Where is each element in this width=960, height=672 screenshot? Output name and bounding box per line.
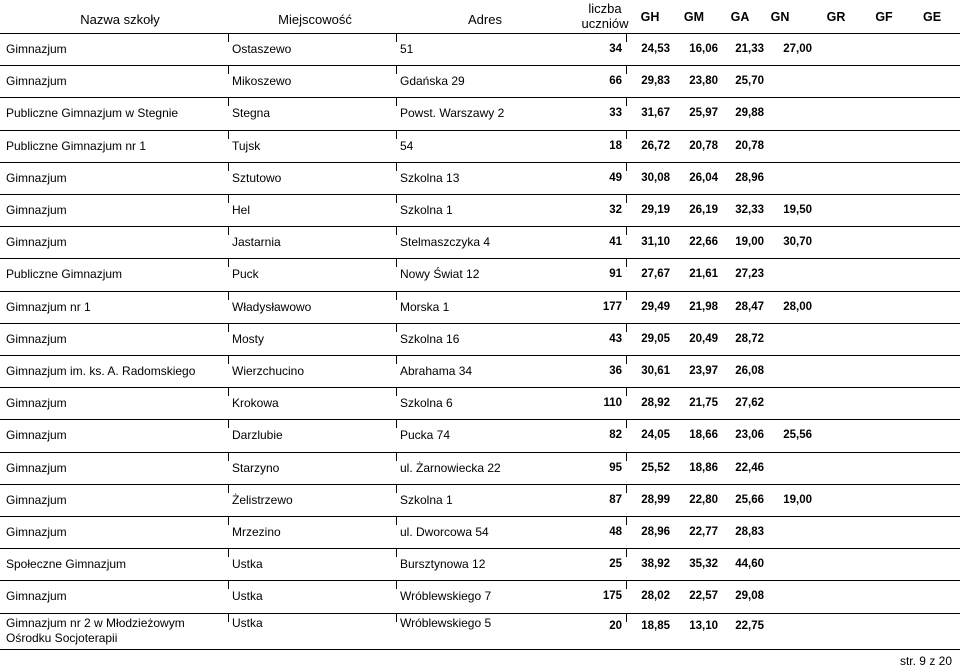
column-divider [396, 453, 397, 461]
score-ga: 29,88 [735, 107, 764, 120]
score-gh: 31,10 [641, 236, 670, 249]
address: Bursztynowa 12 [400, 557, 486, 572]
header-address: Adres [468, 12, 502, 27]
score-gm: 22,66 [689, 236, 718, 249]
score-ga: 21,33 [735, 43, 764, 55]
city: Darzlubie [232, 428, 283, 443]
score-gm: 18,86 [689, 461, 718, 474]
table-bottom-line [0, 649, 960, 650]
table-row [0, 387, 960, 419]
score-gn: 30,70 [783, 236, 812, 249]
column-divider [228, 517, 229, 525]
table-row [0, 226, 960, 258]
school-name: Gimnazjum [6, 589, 67, 604]
score-ga: 25,70 [735, 75, 764, 88]
table-row [0, 548, 960, 580]
column-divider [396, 195, 397, 203]
score-ga: 32,33 [735, 204, 764, 216]
score-gh: 30,08 [641, 171, 670, 184]
city: Wierzchucino [232, 364, 305, 378]
table-row [0, 419, 960, 451]
table-row [0, 323, 960, 355]
column-divider [626, 388, 627, 396]
column-divider [396, 259, 397, 267]
row-divider [0, 419, 960, 420]
column-divider [396, 485, 397, 493]
column-divider [626, 163, 627, 171]
students-count: 18 [609, 139, 622, 152]
students-count: 41 [609, 236, 622, 249]
header-gm: GM [683, 10, 705, 24]
score-gh: 29,83 [641, 75, 670, 88]
school-name: Gimnazjum [6, 428, 67, 443]
students-count: 95 [609, 461, 622, 474]
score-gh: 27,67 [641, 268, 670, 281]
score-gm: 21,61 [689, 268, 718, 281]
score-gh: 26,72 [641, 139, 670, 152]
row-divider [0, 162, 960, 163]
score-gn: 19,50 [783, 204, 812, 216]
address: Gdańska 29 [400, 74, 465, 89]
header-gr: GR [826, 10, 846, 24]
address: Stelmaszczyka 4 [400, 235, 491, 250]
header-students-line2: uczniów [581, 16, 629, 31]
column-divider [228, 388, 229, 396]
column-divider [396, 292, 397, 300]
header-school: Nazwa szkoły [80, 12, 160, 27]
city: Jastarnia [232, 235, 281, 250]
address: Wróblewskiego 7 [400, 589, 492, 604]
score-gh: 25,52 [641, 461, 670, 474]
score-ga: 19,00 [735, 236, 764, 249]
column-divider [228, 34, 229, 42]
column-divider [626, 34, 627, 42]
students-count: 48 [609, 526, 622, 538]
column-divider [228, 98, 229, 106]
column-divider [396, 517, 397, 525]
column-divider [396, 581, 397, 589]
school-name: Gimnazjum nr 1 [6, 299, 91, 314]
score-gh: 38,92 [641, 558, 670, 571]
header-ga: GA [730, 10, 750, 24]
score-gm: 20,49 [689, 332, 718, 345]
table-row [0, 291, 960, 323]
school-name: Publiczne Gimnazjum [6, 267, 123, 282]
column-divider [228, 420, 229, 428]
table-row [0, 484, 960, 516]
address: Szkolna 16 [400, 331, 460, 346]
score-gn: 25,56 [783, 429, 812, 442]
row-divider [0, 226, 960, 227]
city: Mosty [232, 331, 265, 346]
score-ga: 26,08 [735, 365, 764, 377]
table-row [0, 65, 960, 97]
score-ga: 27,23 [735, 268, 764, 281]
address: Nowy Świat 12 [400, 267, 480, 282]
city: Ustka [232, 557, 263, 572]
students-count: 110 [603, 397, 622, 410]
city: Ustka [232, 589, 263, 604]
column-divider [626, 324, 627, 332]
column-divider [396, 549, 397, 557]
table-row [0, 452, 960, 484]
header-city: Miejscowość [278, 12, 352, 27]
header-students-line1: liczba [588, 1, 622, 16]
address: Wróblewskiego 5 [400, 615, 492, 630]
city: Żelistrzewo [232, 492, 293, 507]
address: ul. Dworcowa 54 [400, 525, 489, 539]
city: Ustka [232, 615, 263, 630]
score-gh: 28,96 [641, 526, 670, 538]
column-divider [396, 324, 397, 332]
column-divider [396, 163, 397, 171]
score-gh: 24,05 [641, 429, 670, 442]
students-count: 20 [609, 619, 622, 632]
school-name: Gimnazjum [6, 42, 67, 56]
column-divider [626, 614, 627, 622]
city: Mikoszewo [232, 74, 292, 89]
column-divider [626, 549, 627, 557]
address: 54 [400, 138, 414, 153]
students-count: 33 [609, 107, 622, 120]
row-divider [0, 33, 960, 34]
students-count: 66 [609, 75, 622, 88]
score-gm: 21,75 [689, 397, 718, 410]
header-ge: GE [922, 10, 942, 24]
table-row [0, 258, 960, 290]
students-count: 36 [609, 365, 622, 377]
header-gf: GF [875, 10, 893, 24]
table-row [0, 162, 960, 194]
school-name: Gimnazjum im. ks. A. Radomskiego [6, 364, 196, 378]
students-count: 177 [602, 300, 622, 313]
school-name: Gimnazjum [6, 235, 67, 250]
address: Pucka 74 [400, 428, 451, 443]
score-gh: 24,53 [641, 43, 670, 55]
column-divider [626, 420, 627, 428]
column-divider [396, 131, 397, 139]
row-divider [0, 258, 960, 259]
row-divider [0, 613, 960, 614]
column-divider [396, 388, 397, 396]
score-gh: 30,61 [641, 365, 670, 377]
row-divider [0, 65, 960, 66]
column-divider [626, 259, 627, 267]
score-gm: 22,80 [689, 493, 718, 506]
column-divider [626, 227, 627, 235]
column-divider [228, 485, 229, 493]
score-gh: 28,02 [641, 590, 670, 603]
header-gn: GN [770, 10, 790, 24]
address: Szkolna 13 [400, 170, 460, 185]
table-row [0, 33, 960, 65]
city: Sztutowo [232, 170, 282, 185]
score-gm: 16,06 [689, 43, 718, 55]
row-divider [0, 97, 960, 98]
city: Stegna [232, 106, 271, 121]
city: Mrzezino [232, 525, 281, 539]
school-name: Gimnazjum [6, 170, 67, 185]
score-ga: 22,46 [735, 461, 764, 474]
score-gn: 19,00 [783, 493, 812, 506]
column-divider [228, 163, 229, 171]
column-divider [626, 485, 627, 493]
address: 51 [400, 42, 414, 56]
address: ul. Żarnowiecka 22 [400, 460, 501, 475]
score-gm: 26,19 [689, 204, 718, 216]
column-divider [396, 98, 397, 106]
page-number: str. 9 z 20 [899, 654, 952, 668]
score-gh: 29,19 [641, 204, 670, 216]
score-gm: 25,97 [689, 107, 718, 120]
score-gh: 29,05 [641, 332, 670, 345]
row-divider [0, 130, 960, 131]
row-divider [0, 452, 960, 453]
city: Krokowa [232, 396, 279, 411]
column-divider [228, 614, 229, 622]
table-row [0, 355, 960, 387]
column-divider [228, 581, 229, 589]
column-divider [228, 259, 229, 267]
column-divider [396, 66, 397, 74]
school-name: Gimnazjum [6, 492, 67, 507]
table-row [0, 130, 960, 162]
column-divider [626, 356, 627, 364]
score-gm: 22,77 [689, 526, 718, 538]
score-gn: 28,00 [783, 300, 812, 313]
score-gh: 28,99 [641, 493, 670, 506]
score-ga: 23,06 [735, 429, 764, 442]
address: Szkolna 1 [400, 203, 453, 217]
column-divider [626, 517, 627, 525]
column-divider [626, 581, 627, 589]
row-divider [0, 387, 960, 388]
column-divider [396, 227, 397, 235]
score-gh: 29,49 [641, 300, 670, 313]
school-name: Gimnazjum [6, 74, 67, 89]
address: Szkolna 1 [400, 492, 453, 507]
column-divider [228, 453, 229, 461]
score-ga: 20,78 [735, 139, 764, 152]
table-row [0, 580, 960, 612]
score-ga: 28,72 [735, 332, 764, 345]
row-divider [0, 484, 960, 485]
column-divider [626, 98, 627, 106]
column-divider [228, 195, 229, 203]
students-count: 87 [609, 493, 622, 506]
school-name: Gimnazjum [6, 460, 67, 475]
column-divider [228, 356, 229, 364]
column-divider [626, 292, 627, 300]
score-gm: 21,98 [689, 300, 718, 313]
table-row [0, 613, 960, 645]
row-divider [0, 580, 960, 581]
column-divider [228, 324, 229, 332]
score-ga: 22,75 [735, 619, 764, 632]
city: Puck [232, 267, 259, 282]
students-count: 25 [609, 558, 622, 571]
address: Powst. Warszawy 2 [400, 106, 505, 121]
row-divider [0, 291, 960, 292]
school-name: Społeczne Gimnazjum [6, 557, 127, 572]
students-count: 82 [609, 429, 622, 442]
score-ga: 27,62 [735, 397, 764, 410]
school-name-line2: Ośrodku Socjoterapii [6, 630, 118, 645]
score-gm: 23,97 [689, 365, 718, 377]
column-divider [626, 453, 627, 461]
address: Szkolna 6 [400, 396, 453, 411]
table-row [0, 194, 960, 226]
school-name: Gimnazjum [6, 203, 67, 217]
row-divider [0, 548, 960, 549]
city: Władysławowo [232, 299, 312, 314]
table-header [0, 0, 960, 34]
row-divider [0, 516, 960, 517]
city: Hel [232, 203, 251, 217]
column-divider [396, 34, 397, 42]
score-ga: 44,60 [735, 558, 764, 571]
school-name: Gimnazjum [6, 396, 67, 411]
city: Starzyno [232, 460, 280, 475]
city: Tujsk [232, 138, 261, 153]
students-count: 49 [609, 171, 622, 184]
address: Abrahama 34 [400, 364, 473, 378]
column-divider [228, 292, 229, 300]
score-gh: 31,67 [641, 107, 670, 120]
students-count: 43 [609, 332, 622, 345]
score-gm: 13,10 [689, 619, 718, 632]
column-divider [626, 195, 627, 203]
score-gm: 26,04 [689, 171, 718, 184]
score-ga: 28,47 [735, 300, 764, 313]
score-gm: 20,78 [689, 139, 718, 152]
column-divider [228, 227, 229, 235]
row-divider [0, 194, 960, 195]
address: Morska 1 [400, 299, 450, 314]
column-divider [396, 356, 397, 364]
school-name: Gimnazjum [6, 525, 67, 539]
column-divider [626, 131, 627, 139]
school-name: Publiczne Gimnazjum w Stegnie [6, 106, 179, 121]
score-ga: 28,96 [735, 171, 764, 184]
school-name: Gimnazjum [6, 331, 67, 346]
column-divider [396, 614, 397, 622]
table-row [0, 516, 960, 548]
students-count: 32 [609, 204, 622, 216]
score-gm: 22,57 [689, 590, 718, 603]
score-gn: 27,00 [783, 43, 812, 55]
column-divider [228, 549, 229, 557]
school-name: Gimnazjum nr 2 w Młodzieżowym [6, 615, 185, 630]
score-gh: 28,92 [641, 397, 670, 410]
column-divider [228, 131, 229, 139]
students-count: 34 [609, 43, 622, 55]
score-ga: 28,83 [735, 526, 764, 538]
score-gm: 18,66 [689, 429, 718, 442]
score-ga: 25,66 [735, 493, 764, 506]
students-count: 91 [609, 268, 622, 281]
header-gh: GH [640, 10, 660, 24]
row-divider [0, 355, 960, 356]
score-gm: 23,80 [689, 75, 718, 88]
score-gm: 35,32 [689, 558, 718, 571]
column-divider [626, 66, 627, 74]
score-gh: 18,85 [641, 619, 670, 632]
students-count: 175 [602, 590, 622, 603]
score-ga: 29,08 [735, 590, 764, 603]
column-divider [228, 66, 229, 74]
school-name: Publiczne Gimnazjum nr 1 [6, 138, 147, 153]
column-divider [396, 420, 397, 428]
city: Ostaszewo [232, 42, 292, 56]
table-row [0, 97, 960, 129]
row-divider [0, 323, 960, 324]
